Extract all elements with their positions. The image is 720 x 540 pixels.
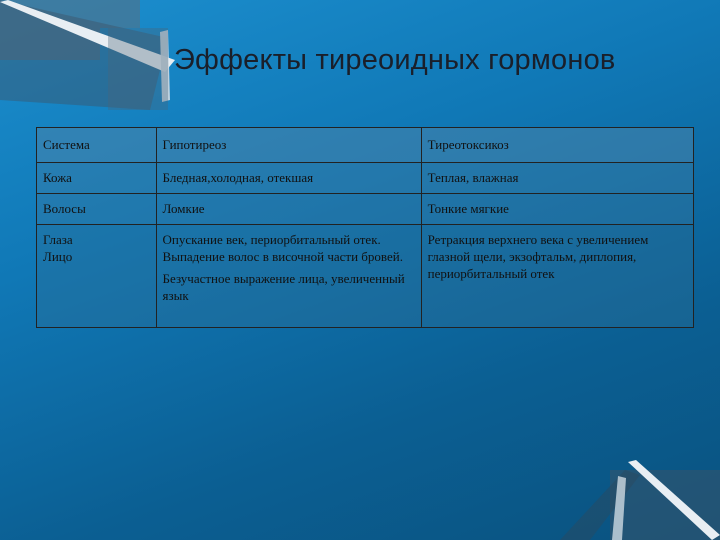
cell-hypothyroidism: Бледная,холодная, отекшая — [156, 163, 421, 194]
table-row — [37, 225, 694, 328]
cell-system: Волосы — [37, 194, 157, 225]
table-header-row — [37, 128, 694, 163]
cell-thyrotoxicosis: Ретракция верхнего века с увеличением глазной щели, экзофтальм, диплопия, периорбитальный отек — [421, 225, 693, 328]
cell-system — [37, 225, 157, 328]
cell-paragraph: Безучастное выражение лица, увеличенный язык — [162, 271, 405, 303]
header-cell-system: Система — [37, 128, 157, 163]
left-band — [108, 28, 168, 110]
cell-hypothyroidism: Ломкие — [156, 194, 421, 225]
cell-paragraph: Опускание век, периорбитальный отек. Выпадение волос в височной части бровей. — [162, 232, 403, 264]
header-cell-thyrotoxicosis: Тиреотоксикоз — [421, 128, 693, 163]
cell-hypothyroidism — [156, 225, 421, 328]
cell-system-line: Лицо — [43, 249, 73, 264]
table-row — [37, 194, 694, 225]
header-cell-hypothyroidism: Гипотиреоз — [156, 128, 421, 163]
cell-thyrotoxicosis: Тонкие мягкие — [421, 194, 693, 225]
cell-system: Кожа — [37, 163, 157, 194]
hormone-effects-table — [36, 127, 694, 328]
cell-thyrotoxicosis: Теплая, влажная — [421, 163, 693, 194]
cell-system-line: Глаза — [43, 232, 73, 247]
slide-title: Эффекты тиреоидных гормонов — [174, 44, 616, 76]
table-row — [37, 163, 694, 194]
